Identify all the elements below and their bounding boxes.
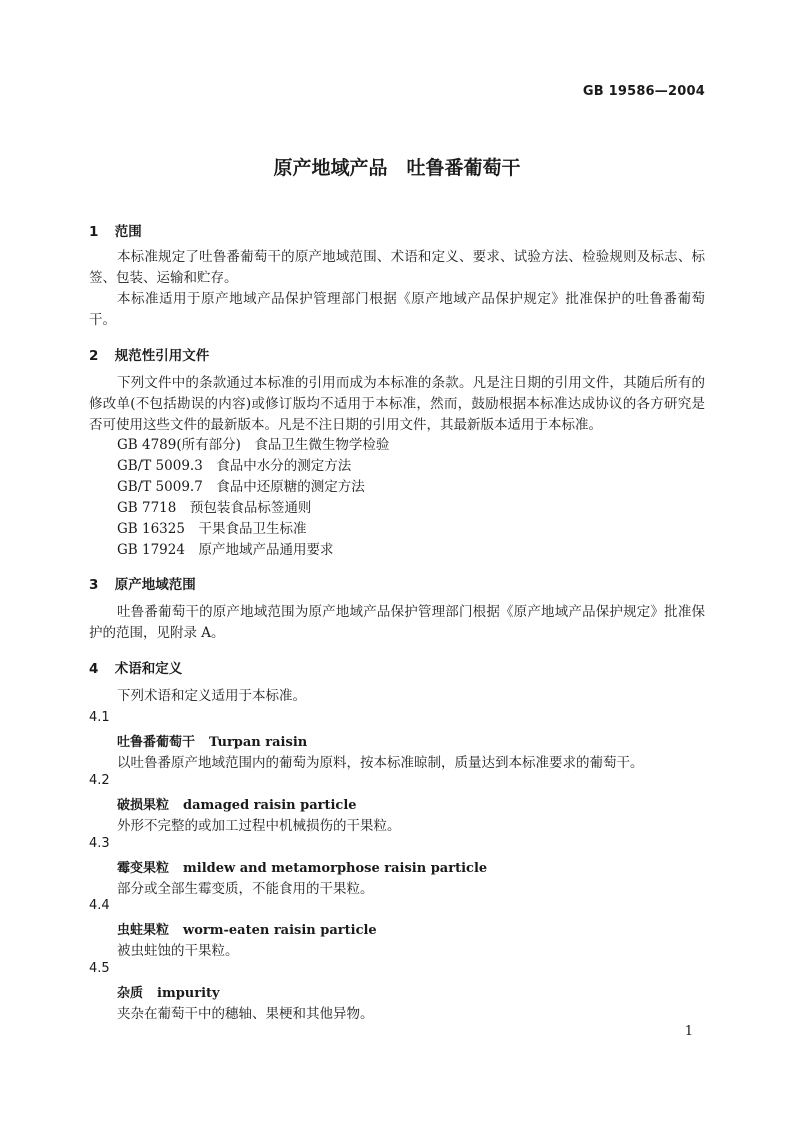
page-title: 原产地域产品 吐鲁番葡萄干: [273, 157, 521, 179]
section-2-heading: [89, 344, 209, 364]
section-title: 术语和定义: [114, 661, 183, 677]
term-definition: 被虫蛀蚀的干果粒。: [117, 943, 239, 959]
term-en: worm-eaten raisin particle: [183, 923, 377, 938]
section-title: 规范性引用文件: [114, 348, 210, 364]
term-en: Turpan raisin: [209, 735, 308, 750]
term-number: 4.1: [89, 710, 110, 725]
terms-intro-paragraph: 下列术语和定义适用于本标准。: [117, 688, 306, 704]
scope-paragraph-2: 本标准适用于原产地域产品保护管理部门根据《原产地域产品保护规定》批准保护的吐鲁番葡萄干。: [89, 291, 705, 328]
term-number: 4.4: [89, 898, 110, 913]
origin-area-paragraph: 吐鲁番葡萄干的原产地域范围为原产地域产品保护管理部门根据《原产地域产品保护规定》批准保护的范围，见附录 A。: [89, 604, 705, 641]
term-definition: 外形不完整的或加工过程中机械损伤的干果粒。: [117, 818, 401, 834]
term-number: 4.3: [89, 836, 110, 851]
section-number: 3: [89, 577, 99, 593]
term-heading: [117, 731, 307, 750]
term-en: damaged raisin particle: [183, 798, 357, 813]
section-4-heading: [89, 657, 182, 677]
reference-item: GB 7718 预包装食品标签通则: [117, 500, 312, 516]
reference-item: GB 17924 原产地域产品通用要求: [117, 542, 334, 558]
term-zh: 杂质: [117, 986, 144, 1001]
term-en: impurity: [157, 986, 220, 1001]
section-3-heading: [89, 573, 196, 593]
term-heading: [117, 794, 357, 813]
term-heading: [117, 919, 377, 938]
standard-code: GB 19586—2004: [582, 84, 705, 99]
term-number: 4.5: [89, 961, 110, 976]
term-zh: 霉变果粒: [117, 861, 170, 876]
scope-paragraph-1: 本标准规定了吐鲁番葡萄干的原产地域范围、术语和定义、要求、试验方法、检验规则及标志、标签、包装、运输和贮存。: [89, 249, 705, 286]
reference-item: GB/T 5009.3 食品中水分的测定方法: [117, 458, 352, 474]
term-definition: 部分或全部生霉变质，不能食用的干果粒。: [117, 881, 374, 897]
section-1-heading: [89, 220, 142, 240]
reference-item: GB 16325 干果食品卫生标准: [117, 521, 307, 537]
section-number: 2: [89, 348, 99, 364]
section-number: 1: [89, 224, 99, 240]
reference-item: GB/T 5009.7 食品中还原糖的测定方法: [117, 479, 365, 495]
term-zh: 虫蛀果粒: [117, 923, 170, 938]
section-number: 4: [89, 661, 99, 677]
term-definition: 以吐鲁番原产地域范围内的葡萄为原料，按本标准晾制，质量达到本标准要求的葡萄干。: [117, 755, 644, 771]
section-title: 原产地域范围: [114, 577, 196, 593]
term-heading: [117, 857, 487, 876]
term-definition: 夹杂在葡萄干中的穗轴、果梗和其他异物。: [117, 1006, 374, 1022]
term-zh: 吐鲁番葡萄干: [117, 735, 196, 750]
page-number: 1: [684, 1024, 693, 1039]
term-heading: [117, 982, 220, 1001]
term-en: mildew and metamorphose raisin particle: [183, 861, 488, 876]
term-zh: 破损果粒: [117, 798, 170, 813]
section-title: 范围: [114, 224, 142, 240]
normative-references-paragraph: 下列文件中的条款通过本标准的引用而成为本标准的条款。凡是注日期的引用文件，其随后所有的修改单(不包括勘误的内容)或修订版均不适用于本标准，然而，鼓励根据本标准达成协议的各方研究是否可使用这些文件的最新版本。凡是不注日期的引用文件，其最新版本适用于本标准。: [89, 375, 705, 433]
term-number: 4.2: [89, 773, 110, 788]
reference-item: GB 4789(所有部分) 食品卫生微生物学检验: [117, 437, 390, 453]
